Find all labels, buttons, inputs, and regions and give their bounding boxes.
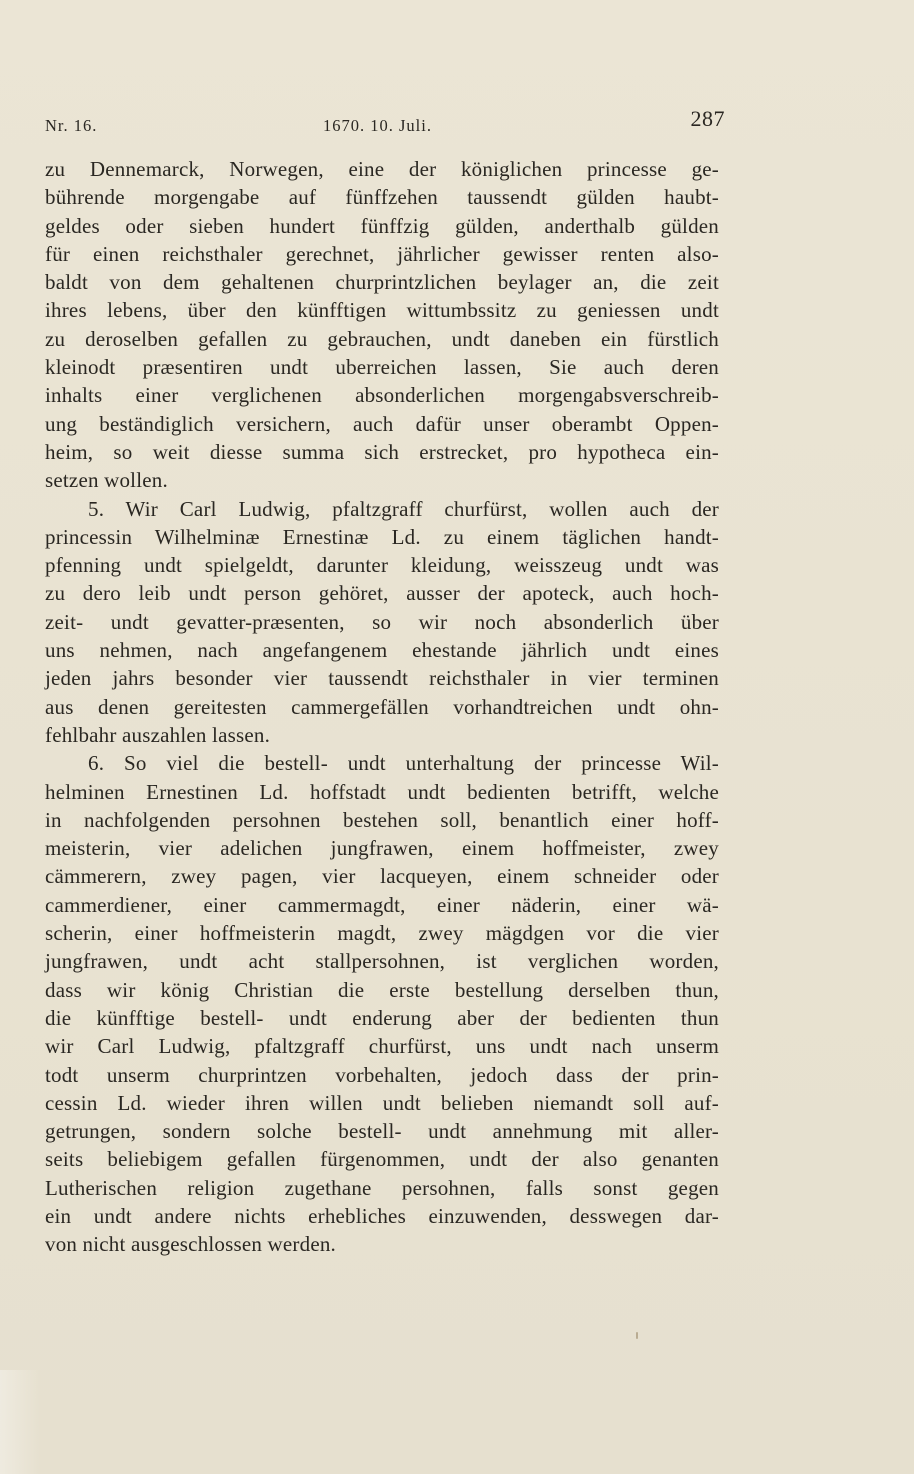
document-number: Nr. 16. [45,116,98,135]
text-line: jungfrawen, undt acht stallpersohnen, ist verglichen worden, [45,949,719,974]
text-line: fehlbahr auszahlen lassen. [45,722,271,747]
text-line: heim, so weit diesse summa sich erstrecket, pro hypotheca ein- [45,439,719,464]
text-line: zeit- undt gevatter-præsenten, so wir noch absonderlich über [45,609,719,634]
text-line: cämmerern, zwey pagen, vier lacqueyen, einem schneider oder [45,864,719,889]
text-line: zu dero leib undt person gehöret, ausser der apoteck, auch hoch- [45,581,719,606]
text-line: dass wir könig Christian die erste bestellung derselben thun, [45,977,719,1002]
text-line: meisterin, vier adelichen jungfrawen, einem hoffmeister, zwey [45,836,719,861]
text-line: inhalts einer verglichenen absonderlichen morgengabsverschreib- [45,383,719,408]
text-line: wir Carl Ludwig, pfaltzgraff churfürst, uns undt nach unserm [45,1034,719,1059]
text-line: für einen reichsthaler gerechnet, jährlicher gewisser renten also- [45,241,719,266]
text-line: jeden jahrs besonder vier taussendt reichsthaler in vier terminen [45,666,719,691]
paper-speck [636,1332,638,1339]
text-line: baldt von dem gehaltenen churprintzlichen beylager an, die zeit [45,270,719,295]
running-head [45,106,725,136]
page-number: 287 [690,106,725,131]
paragraph-5-start: 5. Wir Carl Ludwig, pfaltzgraff churfürst, wollen auch der [88,496,719,521]
text-line: zu Dennemarck, Norwegen, eine der königlichen princesse ge- [45,157,719,181]
text-line: cessin Ld. wieder ihren willen undt belieben niemandt soll auf- [45,1090,719,1115]
text-line: kleinodt præsentiren undt uberreichen lassen, Sie auch deren [45,355,719,380]
body-text [45,155,719,1259]
text-line: helminen Ernestinen Ld. hoffstadt undt bedienten betrifft, welche [45,779,719,804]
text-line: zu deroselben gefallen zu gebrauchen, undt daneben ein fürstlich [45,326,719,351]
text-line: uns nehmen, nach angefangenem ehestande jährlich undt eines [45,638,719,663]
text-line: scherin, einer hoffmeisterin magdt, zwey mägdgen vor die vier [45,921,719,946]
text-line: bührende morgengabe auf fünffzehen taussendt gülden haubt- [45,185,719,210]
text-line: princessin Wilhelminæ Ernestinæ Ld. zu einem täglichen handt- [45,524,719,549]
text-line: die künfftige bestell- undt enderung aber der bedienten thun [45,1005,719,1030]
text-line: cammerdiener, einer cammermagdt, einer näderin, einer wä- [45,892,719,917]
paragraph-6-start: 6. So viel die bestell- undt unterhaltung der princesse Wil- [88,751,719,776]
text-line: getrungen, sondern solche bestell- undt annehmung mit aller- [45,1119,719,1144]
text-line: pfenning undt spielgeldt, darunter kleidung, weisszeug undt was [45,553,719,578]
text-line: ung beständiglich versichern, auch dafür unser oberambt Oppen- [45,411,719,436]
text-line: aus denen gereitesten cammergefällen vorhandtreichen undt ohn- [45,694,719,719]
text-line: ein undt andere nichts erhebliches einzuwenden, desswegen dar- [45,1203,719,1228]
page-edge-shading [0,1370,40,1474]
text-line: setzen wollen. [45,468,168,493]
text-line: todt unserm churprintzen vorbehalten, jedoch dass der prin- [45,1062,719,1087]
text-line: Lutherischen religion zugethane persohnen, falls sonst gegen [45,1175,719,1200]
text-line: seits beliebigem gefallen fürgenommen, undt der also genanten [45,1147,719,1172]
text-line: in nachfolgenden persohnen bestehen soll, benantlich einer hoff- [45,807,719,832]
text-line: geldes oder sieben hundert fünffzig gülden, anderthalb gülden [45,213,719,238]
text-line: ihres lebens, über den künfftigen wittumbssitz zu geniessen undt [45,298,719,323]
document-date: 1670. 10. Juli. [323,116,432,135]
text-line: von nicht ausgeschlossen werden. [45,1232,336,1257]
